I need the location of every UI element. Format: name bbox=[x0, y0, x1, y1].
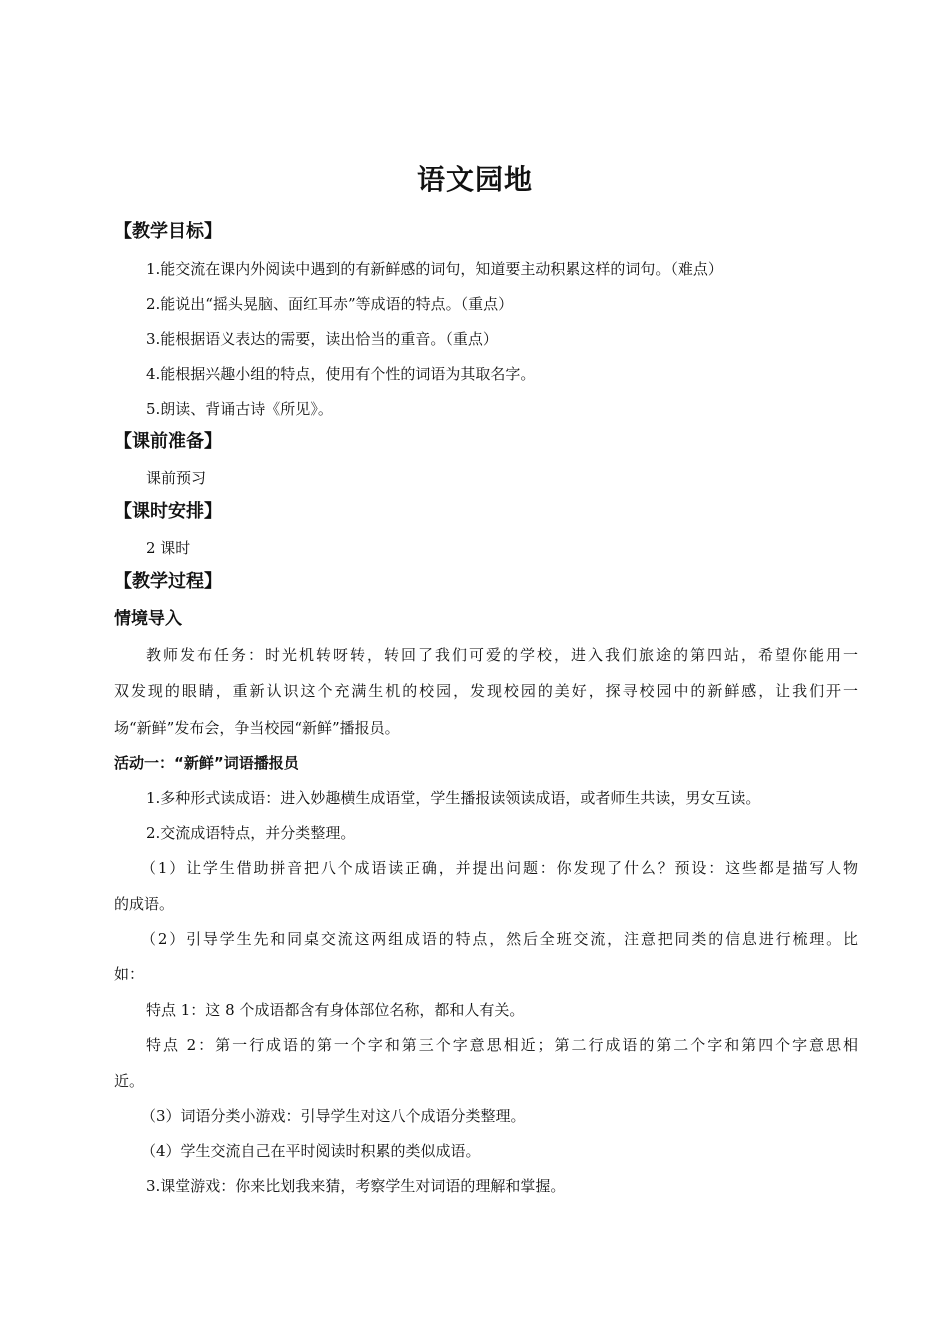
activity-substep: （3）词语分类小游戏：引导学生对这八个成语分类整理。 bbox=[141, 1107, 526, 1125]
process-heading: 【教学过程】 bbox=[114, 571, 222, 592]
activity-substep: 的成语。 bbox=[114, 895, 175, 913]
page-title: 语文园地 bbox=[416, 163, 533, 196]
intro-heading: 情境导入 bbox=[114, 609, 182, 629]
activity-step: 1.多种形式读成语：进入妙趣横生成语堂，学生播报读领读成语，或者师生共读，男女互读。 bbox=[146, 789, 761, 807]
prep-heading: 【课前准备】 bbox=[114, 431, 222, 452]
activity-substep: （4）学生交流自己在平时阅读时积累的类似成语。 bbox=[141, 1142, 481, 1160]
intro-paragraph-line: 教师发布任务：时光机转呀转，转回了我们可爱的学校，进入我们旅途的第四站，希望你能用一 bbox=[146, 646, 858, 664]
activity-substep: 如： bbox=[114, 965, 145, 983]
activity-substep: （2）引导学生先和同桌交流这两组成语的特点，然后全班交流，注意把同类的信息进行梳理。比 bbox=[141, 930, 858, 948]
intro-paragraph-line: 双发现的眼睛，重新认识这个充满生机的校园，发现校园的美好，探寻校园中的新鲜感，让我们开一 bbox=[114, 682, 858, 700]
schedule-heading: 【课时安排】 bbox=[114, 501, 222, 522]
prep-text: 课前预习 bbox=[146, 469, 207, 487]
goals-heading: 【教学目标】 bbox=[114, 221, 222, 242]
goal-item: 1.能交流在课内外阅读中遇到的有新鲜感的词句，知道要主动积累这样的词句。（难点） bbox=[146, 260, 723, 278]
goal-item: 3.能根据语义表达的需要，读出恰当的重音。（重点） bbox=[146, 330, 498, 348]
activity1-heading: 活动一：“新鲜”词语播报员 bbox=[114, 754, 299, 772]
activity-substep: （1）让学生借助拼音把八个成语读正确，并提出问题：你发现了什么？预设：这些都是描写人物 bbox=[141, 859, 858, 877]
activity-step: 2.交流成语特点，并分类整理。 bbox=[146, 824, 356, 842]
goal-item: 2.能说出“摇头晃脑、面红耳赤”等成语的特点。（重点） bbox=[146, 295, 514, 313]
goal-item: 5.朗读、背诵古诗《所见》。 bbox=[146, 400, 333, 418]
schedule-text: 2 课时 bbox=[146, 539, 191, 557]
activity-step: 3.课堂游戏：你来比划我来猜，考察学生对词语的理解和掌握。 bbox=[146, 1177, 566, 1195]
feature-line: 特点 1：这 8 个成语都含有身体部位名称，都和人有关。 bbox=[146, 1001, 525, 1019]
goal-item: 4.能根据兴趣小组的特点，使用有个性的词语为其取名字。 bbox=[146, 365, 536, 383]
feature-line: 特点 2：第一行成语的第一个字和第三个字意思相近；第二行成语的第二个字和第四个字意思相 bbox=[146, 1036, 858, 1054]
intro-paragraph-line: 场“新鲜”发布会，争当校园“新鲜”播报员。 bbox=[114, 719, 400, 737]
feature-line: 近。 bbox=[114, 1072, 145, 1090]
